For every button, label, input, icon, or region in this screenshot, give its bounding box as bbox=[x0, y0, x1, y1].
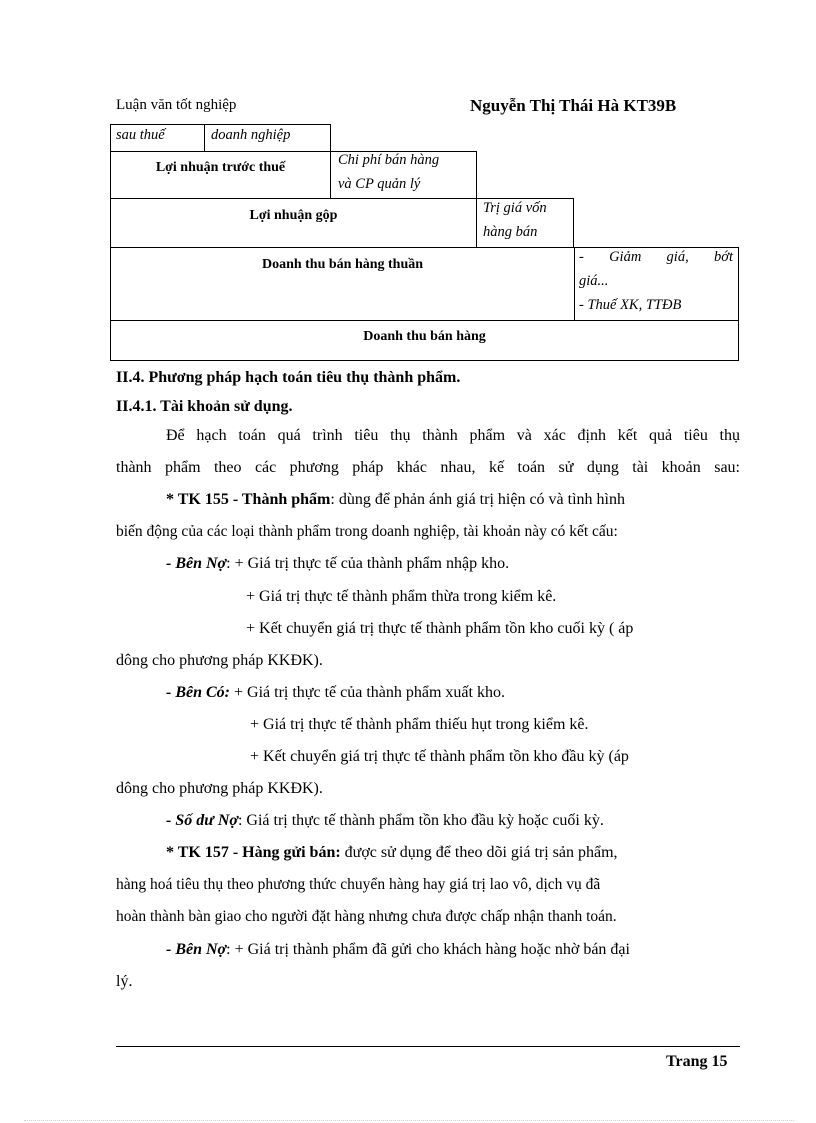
tk155-prefix: * TK 155 - bbox=[166, 491, 242, 508]
ben-no-item2: + Giá trị thực tế thành phẩm thừa trong kiểm kê. bbox=[246, 588, 557, 605]
tk155-line2: biến động của các loại thành phẩm trong doanh nghiệp, tài khoản này có kết cấu: bbox=[116, 523, 618, 540]
ben-co-item3b: dông cho phương pháp KKĐK). bbox=[116, 780, 323, 797]
ben-no2-label: - Bên Nợ bbox=[166, 941, 227, 958]
ben-no2-text: : + Giá trị thành phẩm đã gửi cho khách hàng hoặc nhờ bán đại bbox=[226, 941, 630, 958]
tk155-name: Thành phẩm bbox=[241, 491, 331, 508]
tk155-line1 bbox=[166, 491, 740, 509]
ben-co-item1: + Giá trị thực tế của thành phẩm xuất kho. bbox=[230, 684, 505, 701]
ben-co-label: - Bên Có: bbox=[166, 684, 230, 701]
ben-no2-line1 bbox=[166, 941, 630, 959]
so-du-line bbox=[166, 812, 604, 830]
ben-no-item3b: dông cho phương pháp KKĐK). bbox=[116, 652, 323, 669]
header-left: Luận văn tốt nghiệp bbox=[116, 97, 237, 113]
ben-no2-line2: lý. bbox=[116, 973, 133, 990]
row3-label: Lợi nhuận gộp bbox=[249, 208, 338, 223]
subsection-heading: II.4.1. Tài khoản sử dụng. bbox=[116, 398, 293, 415]
page-number: Trang 15 bbox=[666, 1053, 728, 1070]
row1-b-text: doanh nghiệp bbox=[211, 127, 291, 143]
row4-label: Doanh thu bán hàng thuần bbox=[261, 257, 424, 272]
row1-a-text: sau thuế bbox=[116, 127, 165, 143]
ben-no-label: - Bên Nợ bbox=[166, 555, 227, 572]
ben-no-line1 bbox=[166, 555, 509, 573]
ben-co-item2: + Giá trị thực tế thành phẩm thiếu hụt trong kiểm kê. bbox=[250, 716, 589, 733]
section-heading: II.4. Phương pháp hạch toán tiêu thụ thành phẩm. bbox=[116, 369, 461, 386]
para1-line2: thành phẩm theo các phương pháp khác nhau, kế toán sử dụng tài khoản sau: bbox=[116, 459, 740, 476]
row4-side-l3: - Thuế XK, TTĐB bbox=[579, 297, 682, 313]
tk157-prefix: * TK 157 - bbox=[166, 844, 243, 861]
page-bottom-dots bbox=[24, 1120, 794, 1121]
row2-side-l2: và CP quản lý bbox=[338, 176, 421, 192]
so-du-label: - Số dư Nợ bbox=[166, 812, 238, 829]
footer-rule bbox=[116, 1046, 740, 1047]
tk157-line1 bbox=[166, 844, 618, 862]
row4-side-l2: giá... bbox=[579, 273, 609, 289]
row5-label: Doanh thu bán hàng bbox=[363, 329, 486, 344]
para1-line1: Để hạch toán quá trình tiêu thụ thành phẩm và xác định kết quả tiêu thụ bbox=[166, 427, 740, 444]
row3-side-l1: Trị giá vốn bbox=[483, 200, 547, 216]
tk157-line2: hàng hoá tiêu thụ theo phương thức chuyển hàng hay giá trị lao vô, dịch vụ đã bbox=[116, 876, 601, 893]
row2-side-l1: Chi phí bán hàng bbox=[338, 152, 440, 168]
tk157-line3: hoàn thành bàn giao cho người đặt hàng nhưng chưa được chấp nhận thanh toán. bbox=[116, 908, 617, 925]
row4-side-l1: - Giảm giá, bớt bbox=[579, 249, 733, 265]
tk155-rest: : dùng để phản ánh giá trị hiện có và tình hình bbox=[330, 491, 625, 508]
row2-label: Lợi nhuận trước thuế bbox=[155, 160, 286, 175]
ben-no-item3: + Kết chuyển giá trị thực tế thành phẩm tồn kho cuối kỳ ( áp bbox=[246, 620, 634, 637]
ben-no-item1: : + Giá trị thực tế của thành phẩm nhập kho. bbox=[226, 555, 510, 572]
ben-co-item3: + Kết chuyển giá trị thực tế thành phẩm tồn kho đầu kỳ (áp bbox=[250, 748, 629, 765]
tk157-name: Hàng gửi bán: bbox=[242, 844, 341, 861]
row3-side-l2: hàng bán bbox=[483, 224, 538, 240]
ben-co-line1 bbox=[166, 684, 505, 702]
so-du-text: : Giá trị thực tế thành phẩm tồn kho đầu kỳ hoặc cuối kỳ. bbox=[237, 812, 604, 829]
tk157-rest: được sử dụng để theo dõi giá trị sản phẩm, bbox=[340, 844, 618, 861]
header-right: Nguyễn Thị Thái Hà KT39B bbox=[470, 96, 677, 115]
